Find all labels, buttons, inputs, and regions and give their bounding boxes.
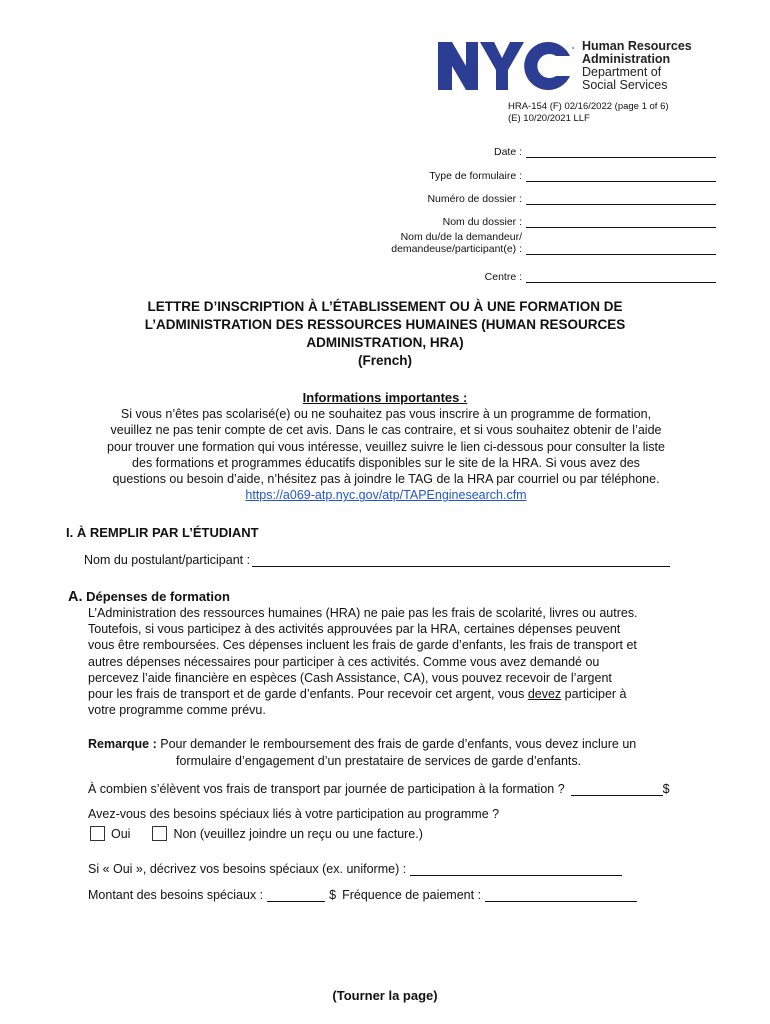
section-a-line-6a: pour les frais de transport et de garde d’enfants. Pour recevoir cet argent, vous [88, 687, 528, 702]
special-needs-options [90, 826, 423, 841]
turn-page-note: (Tourner la page) [332, 988, 438, 1003]
case-number-label: Numéro de dossier : [427, 193, 522, 205]
case-number-line[interactable] [526, 192, 716, 205]
center-line[interactable] [526, 270, 716, 283]
info-line-4: des formations et programmes éducatifs disponibles sur le site de la HRA. Si vous avez des [132, 455, 640, 470]
date-line[interactable] [526, 145, 716, 158]
applicant-name-line[interactable] [526, 242, 716, 255]
form-id-line-1: HRA-154 (F) 02/16/2022 (page 1 of 6) [508, 101, 669, 112]
section-a-heading [68, 589, 230, 605]
section-a-line-2: Toutefois, si vous participez à des activités approuvées par la HRA, certaines dépenses peuvent [88, 622, 621, 637]
case-name-field[interactable] [443, 215, 716, 228]
amount-label: Montant des besoins spéciaux : [88, 888, 264, 902]
date-field[interactable] [494, 145, 716, 158]
nyc-logo [436, 40, 574, 92]
title-line-1: LETTRE D’INSCRIPTION À L’ÉTABLISSEMENT OU À UNE FORMATION DE [147, 299, 623, 314]
applicant-name-field[interactable] [391, 231, 716, 255]
form-type-label: Type de formulaire : [429, 170, 522, 182]
section-1-heading: I. À REMPLIR PAR L’ÉTUDIANT [66, 525, 259, 540]
form-type-line[interactable] [526, 169, 716, 182]
title-line-3: ADMINISTRATION, HRA) [306, 335, 464, 350]
amount-line[interactable] [267, 887, 325, 902]
applicant-line[interactable] [252, 552, 670, 567]
section-a-line-7: votre programme comme prévu. [88, 703, 266, 718]
center-field[interactable] [485, 270, 716, 283]
form-identifier [508, 101, 669, 125]
special-needs-question: Avez-vous des besoins spéciaux liés à votre participation au programme ? [88, 807, 500, 821]
agency-line-1: Human Resources [582, 39, 692, 53]
case-number-field[interactable] [427, 192, 716, 205]
form-id-line-2: (E) 10/20/2021 LLF [508, 113, 590, 124]
applicant-field[interactable] [84, 552, 670, 567]
amount-frequency-row [88, 887, 637, 902]
agency-line-3: Department of [582, 65, 662, 79]
yes-label: Oui [111, 826, 131, 841]
agency-line-4: Social Services [582, 78, 668, 92]
frequency-label: Fréquence de paiement : [342, 888, 482, 902]
transport-cost-field[interactable] [88, 781, 670, 796]
remark-line-2: formulaire d’engagement d’un prestataire de services de garde d’enfants. [176, 753, 582, 768]
section-a-line-5: percevez l’aide financière en espèces (Cash Assistance, CA), vous pouvez recevoir de l’argent [88, 670, 612, 685]
emphasis-devez: devez [527, 687, 562, 702]
applicant-name-label [391, 231, 522, 255]
agency-name [582, 40, 692, 92]
applicant-label: Nom du postulant/participant : [84, 553, 251, 567]
transport-cost-line[interactable] [571, 781, 663, 796]
agency-line-2: Administration [582, 52, 671, 66]
info-body [66, 406, 706, 504]
yes-checkbox[interactable] [90, 826, 105, 841]
transport-cost-label: À combien s’élèvent vos frais de transport par journée de participation à la formation ? [88, 782, 565, 796]
applicant-name-label-2: demandeuse/participant(e) : [391, 243, 522, 255]
section-a-line-4: autres dépenses nécessaires pour participer à ces activités. Comme vous avez demandé ou [88, 654, 600, 669]
amount-dollar: $ [329, 888, 337, 902]
form-type-field[interactable] [429, 169, 716, 182]
info-line-5: questions ou besoin d’aide, n’hésitez pas à joindre le TAG de la HRA par courriel ou par téléphone. [112, 472, 660, 487]
section-a-line-3: vous être remboursées. Ces dépenses incluent les frais de garde d’enfants, les frais de transport et [88, 638, 637, 653]
info-line-2: veuillez ne pas tenir compte de cet avis. Dans le cas contraire, et si vous souhaitez obtenir de l’aide [110, 423, 662, 438]
section-a-letter: A. [68, 589, 83, 605]
title-line-4: (French) [358, 353, 412, 368]
section-a-line-6 [88, 686, 708, 702]
describe-needs-field[interactable] [88, 861, 622, 876]
remark-label: Remarque : [88, 737, 157, 751]
remark [88, 736, 708, 769]
section-a-line-1: L’Administration des ressources humaines (HRA) ne paie pas les frais de scolarité, livres ou autres. [88, 606, 638, 620]
transport-dollar: $ [662, 782, 670, 796]
no-label: Non (veuillez joindre un reçu ou une facture.) [173, 826, 423, 841]
date-label: Date : [493, 146, 522, 158]
info-heading: Informations importantes : [302, 390, 468, 405]
no-checkbox[interactable] [152, 826, 167, 841]
tap-search-link[interactable]: https://a069-atp.nyc.gov/atp/TAPEnginesearch.cfm [245, 488, 527, 503]
center-label: Centre : [484, 271, 522, 283]
frequency-line[interactable] [485, 887, 637, 902]
applicant-name-label-1: Nom du/de la demandeur/ [400, 231, 522, 243]
describe-needs-line[interactable] [410, 861, 622, 876]
section-a-body [88, 605, 708, 718]
remark-line-1: Pour demander le remboursement des frais de garde d’enfants, vous devez inclure un [156, 737, 637, 751]
case-name-line[interactable] [526, 215, 716, 228]
section-a-line-6c: participer à [561, 687, 627, 702]
describe-needs-label: Si « Oui », décrivez vos besoins spéciaux (ex. uniforme) : [88, 862, 407, 876]
info-line-3: pour trouver une formation qui vous intéresse, veuillez suivre le lien ci-dessous pour consulter la liste [107, 439, 665, 454]
case-name-label: Nom du dossier : [442, 216, 522, 228]
section-a-title: Dépenses de formation [86, 589, 230, 604]
document-title [60, 298, 710, 370]
info-line-1: Si vous n’êtes pas scolarisé(e) ou ne souhaitez pas vous inscrire à un programme de formation, [120, 407, 652, 421]
title-line-2: L’ADMINISTRATION DES RESSOURCES HUMAINES (HUMAN RESOURCES [144, 317, 626, 332]
